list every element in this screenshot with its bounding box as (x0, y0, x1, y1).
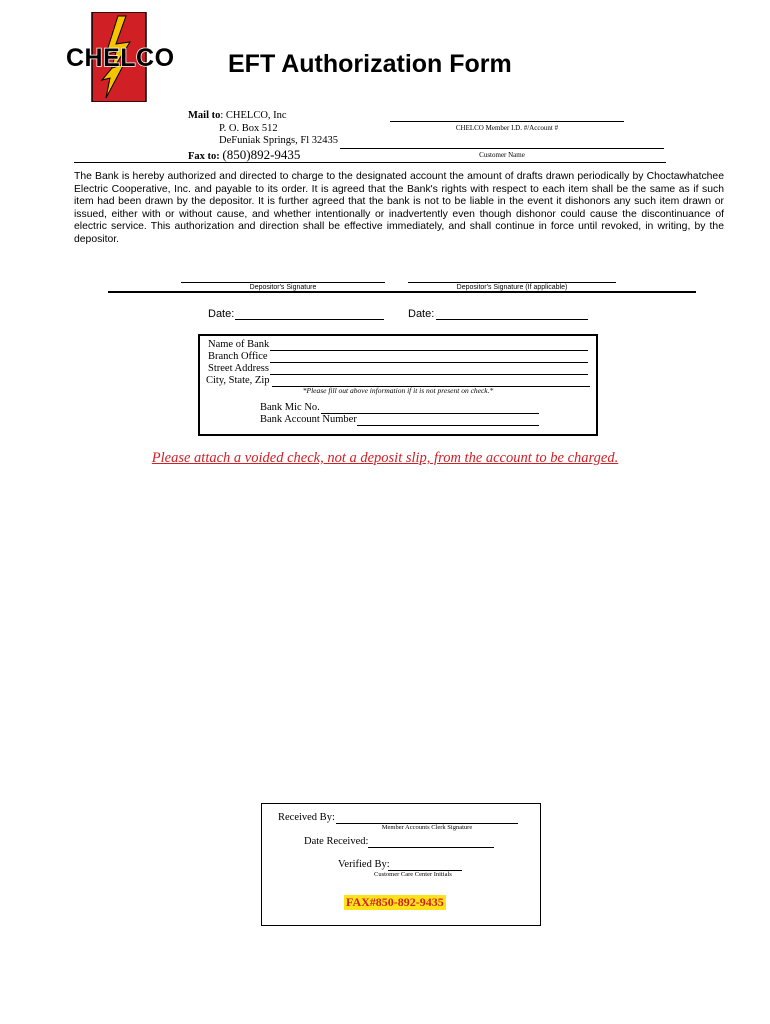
mail-po-box: P. O. Box 512 (219, 122, 278, 134)
depositor-signature-caption-1: Depositor's Signature (249, 284, 317, 291)
branch-office-label: Branch Office (208, 351, 268, 362)
street-address-label: Street Address (208, 363, 269, 374)
bank-name-field[interactable] (270, 350, 588, 351)
depositor-signature-line-1[interactable] (181, 282, 385, 283)
attach-check-note: Please attach a voided check, not a deposit slip, from the account to be charged. (151, 450, 619, 466)
chelco-logo (66, 12, 175, 102)
bank-info-box (198, 334, 598, 436)
bank-name-label: Name of Bank (208, 339, 270, 350)
city-state-zip-label: City, State, Zip (206, 375, 270, 386)
signature-divider (108, 291, 696, 293)
mail-to-block (188, 110, 338, 163)
depositor-signature-line-2[interactable] (408, 282, 616, 283)
received-by-caption: Member Accounts Clerk Signature (381, 824, 473, 831)
depositor-signature-caption-2: Depositor's Signature (If applicable) (456, 284, 568, 291)
date-field-1[interactable] (235, 319, 384, 320)
date-received-label: Date Received: (304, 836, 369, 847)
customer-name-line[interactable] (340, 148, 664, 149)
mail-org: : CHELCO, Inc (220, 110, 287, 121)
bank-info-note: *Please fill out above information if it is not present on check.* (302, 386, 494, 395)
fax-badge: FAX#850-892-9435 (346, 895, 444, 909)
member-id-line[interactable] (390, 121, 624, 122)
date-field-2[interactable] (436, 319, 588, 320)
authorization-text: The Bank is hereby authorized and directed to charge to the designated account the amount of drafts drawn periodically by Choctawhatchee Electric Cooperative, Inc. and payable to its order. It is agreed that the Bank's rights with respect to each item shall be the same as if such item had been drawn by the depositor. It is further agreed that the bank is not to be liable in the event it dishonors any such item drawn or issued, either with or without cause, and whether intentionally or inadvertently even though dishonor could cause the discontinuance of electric service. This authorization and direction shall be effective immediately, and shall continue in force until revoked, in writing, by the depositor. (74, 171, 724, 245)
page-title: EFT Authorization Form (228, 50, 512, 78)
mail-city: DeFuniak Springs, Fl 32435 (219, 135, 339, 146)
verified-by-caption: Customer Care Center Initials (374, 871, 452, 878)
customer-name-caption: Customer Name (479, 151, 525, 159)
bank-mic-label: Bank Mic No. (260, 402, 320, 413)
fax-number: (850)892-9435 (222, 146, 301, 162)
received-by-label: Received By: (278, 812, 335, 823)
logo-text: CHELCO (66, 44, 175, 72)
verified-by-label: Verified By: (338, 859, 390, 870)
header-divider (74, 162, 666, 163)
date-label-2: Date: (408, 308, 435, 320)
fax-to-label: Fax to: (188, 150, 220, 162)
date-received-field[interactable] (368, 847, 494, 848)
bank-account-label: Bank Account Number (260, 414, 357, 425)
date-label-1: Date: (208, 308, 235, 320)
member-id-caption: CHELCO Member I.D. #/Account # (455, 124, 559, 132)
bank-account-field[interactable] (357, 425, 539, 426)
mail-to-label: Mail to (188, 110, 221, 121)
branch-office-field[interactable] (270, 362, 588, 363)
street-address-field[interactable] (270, 374, 588, 375)
